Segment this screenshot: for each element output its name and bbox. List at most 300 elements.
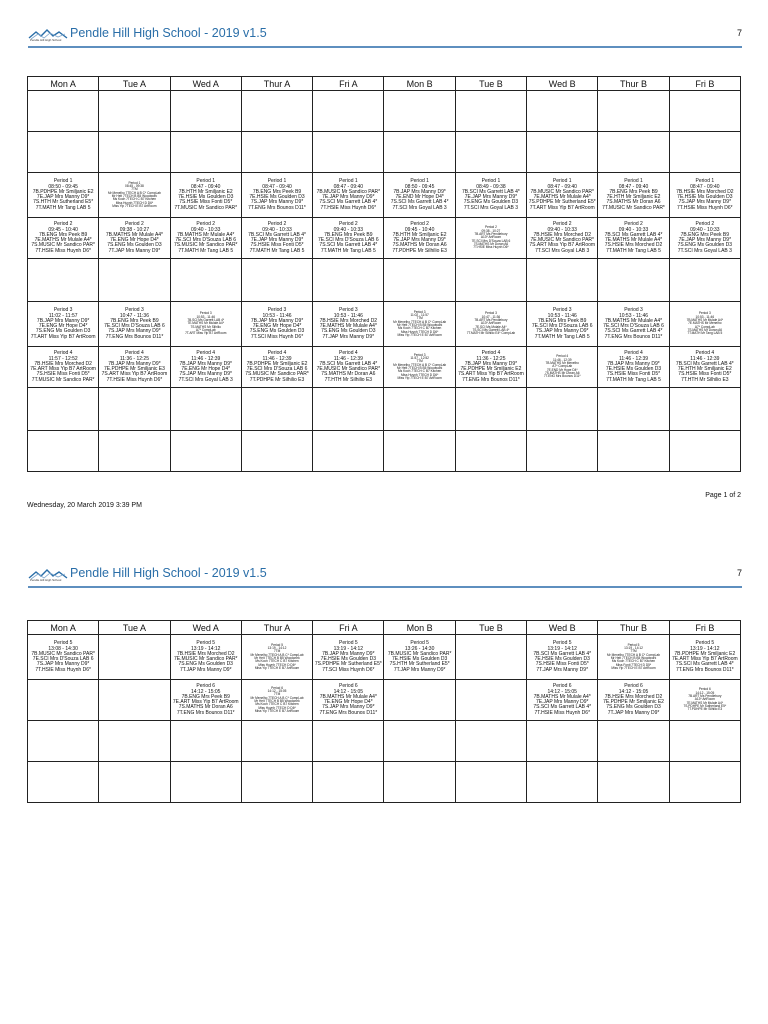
class-line: 7E.HSIE Ms Goulden D3 — [677, 194, 733, 200]
period-title: Period 4 — [556, 354, 569, 359]
class-line: 7S.SCI Ms Garrett LAB 4* — [533, 704, 592, 711]
period-title: Period 1 — [481, 178, 501, 185]
class-line: 7S.PDHPE Mr Sutherland E5* — [528, 199, 596, 206]
empty-cell — [455, 721, 526, 762]
header-rule — [28, 46, 742, 48]
period-title: Period 2 — [267, 221, 287, 228]
empty-cell — [669, 721, 740, 762]
period-block — [598, 308, 668, 340]
period-cell — [170, 218, 241, 259]
period-title: Period 3 — [413, 352, 426, 357]
period-title: Period 6 — [339, 683, 358, 690]
class-line: Miss Yip 7TECH E B7 ArtRoom — [112, 204, 157, 209]
period-title: Period 1 — [339, 178, 358, 185]
header-number: 7 — [736, 568, 742, 578]
class-line: 7T.MATH Mr Tang LAB 5 — [249, 247, 305, 254]
period-row — [28, 173, 741, 218]
empty-cell — [669, 132, 740, 173]
class-line: Ms Koch 7TECH C B7 Kitchen — [398, 326, 442, 331]
period-title: Period 4 — [125, 350, 144, 357]
period-title: Period 3 — [484, 311, 497, 316]
period-time: 10:53 - 11:46 — [262, 312, 292, 319]
period-title: Period 2 — [624, 221, 643, 228]
class-line: 7S.JAP Mrs Manny D9* — [108, 328, 161, 335]
class-line: 7E.ENG Mr Hope D4* — [110, 237, 159, 243]
class-line: 7S.SCI Ms Garrett LAB 4* — [472, 328, 510, 333]
period-cell — [313, 173, 384, 218]
class-line: 7T.SCI Miss Huynh D6* — [250, 333, 304, 340]
period-cell — [669, 302, 740, 347]
class-line: 7S.MATHS Mr Doran A6 — [392, 242, 447, 249]
period-cell — [669, 680, 740, 721]
class-line: 7T.PDHPE Mr Silhilio E3 — [687, 707, 723, 712]
class-line: 7E.JAP Mrs Manny D9* — [536, 699, 589, 705]
period-block — [670, 179, 740, 211]
period-time: 10:53 - 11:46 — [695, 314, 715, 319]
period-time: 10:47 - 11:36 — [119, 312, 149, 319]
class-line: Miss Yip 7TECH E B7 ArtRoom — [397, 333, 442, 338]
period-block — [384, 222, 454, 254]
class-line: Ms Koch 7TECH C B7 Kitchen — [255, 659, 299, 664]
class-line: Ms Koch 7TECH C B7 Kitchen — [398, 369, 442, 374]
class-line: 7E.HTH Mr Smiljanic E2 — [677, 366, 732, 372]
period-cell — [99, 347, 170, 388]
class-line: 7E.JAP Mrs Manny D9* — [678, 237, 732, 243]
period-block — [99, 308, 169, 340]
class-line: 7S.HSIE Miss Fonti D5* — [36, 371, 90, 378]
class-line: Mr Heit 7TECH B B5 Woodwork — [610, 656, 657, 660]
class-line: 7S.MUSIC Mr Sandico PAR* — [31, 242, 95, 249]
period-cell — [170, 635, 241, 680]
class-line: 7B.HSIE Mrs Morched D2 — [604, 693, 663, 700]
period-cell — [241, 173, 312, 218]
period-time: 13:19 - 14:12 — [690, 645, 720, 652]
class-line: 7S.ENG Ms Goulden D3 — [35, 328, 91, 335]
page-count: Page 1 of 2 — [705, 492, 741, 499]
timetable-page-2 — [27, 620, 741, 803]
class-line: 7T.HTH Mr Silhilio E3 — [324, 376, 373, 383]
class-line: 7E.HSIE Ms Goulden D3 — [249, 194, 305, 200]
period-block — [456, 312, 526, 336]
period-time: 11:36 - 12:25 — [119, 355, 149, 362]
empty-cell — [669, 431, 740, 472]
period-cell — [313, 302, 384, 347]
class-line: 7T.MATH Mr Tang LAB 5 — [320, 247, 376, 254]
class-line: 7TM — [416, 316, 423, 321]
class-line: 7B.JAP Mrs Manny D9* — [393, 188, 446, 195]
period-cell — [313, 680, 384, 721]
class-line: 7S.MUSIC Mr Sandico PAR* — [173, 242, 238, 249]
class-line: 7S.MATHS Mr Doran A6 — [606, 199, 661, 206]
period-cell — [598, 635, 669, 680]
period-row — [28, 302, 741, 347]
empty-cell — [384, 762, 455, 803]
period-cell — [384, 218, 455, 259]
class-line: Mr Menelho 7TECH A B C* CompLab — [107, 190, 161, 195]
class-line: 7E.JAP Mrs Manny D9* — [250, 237, 304, 243]
period-row — [28, 218, 741, 259]
empty-cell — [170, 762, 241, 803]
period-cell — [384, 347, 455, 388]
class-line: 7B.ENG Mrs Peek B9 — [680, 231, 730, 238]
document-title: Pendle Hill High School - 2019 v1.5 — [70, 26, 267, 40]
class-line: 7S.JAP Mrs Manny D9* — [322, 704, 375, 711]
class-line: 7S.PDHPE Mr Sutherland E5* — [683, 704, 727, 709]
period-time: 10:53 - 11:46 — [333, 312, 363, 319]
period-title: Period 4 — [481, 350, 501, 357]
class-line: 7S.SCI Ms Garrett LAB 4* — [319, 242, 378, 249]
empty-cell — [241, 762, 312, 803]
period-cell — [99, 302, 170, 347]
period-title: Period 4 — [196, 350, 216, 357]
period-title: Period 2 — [695, 221, 715, 228]
period-cell — [669, 218, 740, 259]
class-line: 7T.HSIE Miss Huynh D6* — [106, 376, 163, 383]
class-line: 7T.HSIE Miss Huynh D6* — [473, 245, 509, 250]
period-title: Period 5 — [552, 640, 572, 647]
day-header: Wed B — [527, 621, 598, 635]
class-line: 7T.ART Miss Yip B7 ArtRoom — [30, 333, 96, 340]
class-line: 7T.MATH Mr Tang LAB 5 — [606, 376, 661, 383]
class-line: 7B.MATHS Mr Mulale A4* — [319, 693, 377, 700]
empty-cell — [455, 91, 526, 132]
class-line: 7S.HSIE Miss Fonti D5* — [535, 661, 589, 668]
period-cell — [598, 302, 669, 347]
class-line: 7B.JAP Mrs Manny D9* — [36, 317, 90, 324]
class-line: 7E.SCI Mrs D'Souza LAB 6 — [175, 237, 237, 243]
empty-cell — [384, 259, 455, 302]
day-header: Thur A — [241, 77, 312, 91]
empty-cell — [527, 388, 598, 431]
empty-row — [28, 388, 741, 431]
period-cell — [241, 680, 312, 721]
class-line: 7E.MATHS Mr Mulale A4* — [34, 237, 92, 243]
empty-cell — [598, 388, 669, 431]
page-header-2 — [28, 566, 742, 588]
class-line: Mr Heit 7TECH B B5 Woodwork — [111, 194, 158, 198]
class-line: 7B.ENG Mrs Peek B9 — [252, 188, 302, 195]
class-line: A7* CompLab — [195, 328, 216, 333]
period-block — [670, 641, 740, 673]
class-line: 7E.HSIE Ms Goulden D3 — [534, 656, 590, 662]
class-line: 7E.PDHPE Mr Smiljanic E2 — [603, 699, 664, 705]
empty-cell — [527, 91, 598, 132]
period-cell — [28, 302, 99, 347]
class-line: 7TM — [273, 649, 281, 654]
class-line: Miss Yip 7TECH E B7 ArtRoom — [254, 666, 300, 671]
period-block — [242, 222, 312, 254]
period-title: Period 1 — [552, 178, 572, 185]
empty-cell — [384, 680, 455, 721]
class-line: 7B.SCI Ms Garrett LAB 4* — [187, 317, 225, 322]
class-line: 7B.MATHS Mr Mulale A4* — [686, 317, 724, 322]
class-line: Mr Heit 7TECH B B5 Woodwork — [396, 323, 443, 327]
class-line: 7B.JAP Mrs Manny D9* — [607, 360, 660, 367]
class-line: 7T.HSIE Miss Huynh D6* — [320, 204, 377, 211]
class-line: 7E.MUSIC Mr Sandico PAR* — [530, 237, 594, 243]
period-title: Period 1 — [53, 178, 73, 185]
class-line: 7S.MATHS Mr Doran A6 — [321, 371, 376, 378]
class-line: Mr Menelho 7TECH A B C* CompLab — [393, 362, 447, 367]
period-title: Period 3 — [413, 309, 426, 314]
period-time: 11:46 - 12:39 — [262, 355, 292, 362]
class-line: 7S.SCI Ms Garrett LAB 4* — [675, 661, 734, 668]
period-time: 09:45 - 10:40 — [404, 226, 435, 233]
period-time: 11:46 - 12:39 — [333, 355, 363, 362]
period-block — [670, 351, 740, 383]
print-date: Wednesday, 20 March 2019 3:39 PM — [27, 502, 142, 509]
period-time: 10:53 - 11:46 — [618, 312, 649, 319]
class-line: 7E.END Mr Hope D4* — [546, 367, 578, 372]
period-time: 11:46 - 12:39 — [552, 357, 572, 362]
period-title: Period 5 — [410, 640, 429, 647]
class-line: A7* CompLab — [694, 324, 715, 329]
class-line: 7B.ENG Mrs Peek B9 — [538, 317, 587, 324]
period-title: Period 1 — [410, 178, 429, 185]
class-line: 7B.HTH Mr Smiljanic E2 — [392, 231, 447, 238]
period-cell — [455, 347, 526, 388]
period-time: 09:40 - 10:33 — [547, 226, 577, 233]
empty-cell — [598, 721, 669, 762]
class-line: 7S.MUSIC Mr Sandico PAR* — [245, 371, 309, 378]
period-block — [670, 312, 740, 336]
empty-cell — [669, 762, 740, 803]
period-block — [171, 351, 241, 383]
class-line: 7S.JAP Mrs Manny D9* — [678, 199, 732, 206]
class-line: Mr Heit 7TECH B B5 Woodwork — [254, 699, 300, 703]
empty-cell — [28, 721, 99, 762]
empty-cell — [455, 431, 526, 472]
period-block — [28, 351, 98, 383]
class-line: 7B.ENG Mrs Peek B9 — [38, 231, 88, 238]
empty-cell — [384, 132, 455, 173]
school-logo-icon — [28, 28, 68, 46]
period-cell — [170, 347, 241, 388]
empty-cell — [598, 91, 669, 132]
period-time: 11:02 - 11:57 — [48, 312, 78, 319]
class-line: 7T.ENG Mrs Bounos D11* — [248, 204, 306, 211]
class-line: Mr Menelho 7TECH A B C* CompLab — [250, 652, 304, 657]
empty-cell — [99, 132, 170, 173]
period-block — [598, 644, 668, 671]
empty-cell — [241, 431, 312, 472]
class-line: 7B.SCI Ms Garrett LAB 4* — [533, 650, 592, 657]
empty-cell — [669, 91, 740, 132]
period-title: Period 3 — [339, 307, 358, 314]
class-line: 7T.MUSIC Mr Sandico PAR* — [602, 204, 665, 211]
class-line: 7S.ENG Ms Goulden D3 — [178, 661, 233, 668]
class-line: 7S.HSIE Mrs Morched D2 — [604, 242, 663, 249]
period-block — [313, 179, 383, 211]
class-line: 7T.ENG Mrs Bounos D11* — [105, 333, 164, 340]
empty-cell — [99, 431, 170, 472]
period-time: 08:47 - 09:40 — [690, 183, 720, 190]
empty-cell — [384, 91, 455, 132]
period-block — [670, 222, 740, 254]
class-line: 7E.JAP Mrs Manny D9* — [36, 194, 90, 200]
class-line: 7T.PDHPE Mr Silhilio E3 — [392, 247, 447, 254]
day-header: Mon A — [28, 621, 99, 635]
class-line: 7E.HSIE Ms Goulden D3 — [605, 366, 662, 372]
empty-cell — [313, 431, 384, 472]
empty-cell — [28, 431, 99, 472]
class-line: 7B.HSIE Mrs Morched D2 — [676, 188, 734, 195]
period-cell — [527, 218, 598, 259]
class-line: 7E.ART Miss Yip B7 ArtRoom — [30, 366, 96, 372]
period-row — [28, 680, 741, 721]
period-block — [598, 179, 668, 211]
period-time: 13:19 - 14:12 — [191, 645, 221, 652]
class-line: 7E.SCI Mrs D'Souza LAB 6 — [471, 238, 511, 243]
period-time: 08:45 - 09:38 — [125, 183, 144, 188]
empty-cell — [669, 388, 740, 431]
class-line: 7E.ENG Mr Hope D4* — [181, 366, 231, 372]
period-cell — [669, 173, 740, 218]
class-line: 7T.PDHPE Mr Silhilio E3 — [249, 376, 305, 383]
class-line: 7T.ENG Mrs Bounos D11* — [462, 376, 520, 383]
class-line: 7T.ENG Mrs Bounos D11* — [176, 709, 235, 716]
class-line: 7E.PDHPE Mr Smiljanic E3 — [104, 366, 165, 372]
empty-cell — [527, 721, 598, 762]
period-block — [456, 179, 526, 211]
empty-cell — [384, 721, 455, 762]
empty-cell — [455, 635, 526, 680]
class-line: 7S.HTH Mr Sutherland E5* — [389, 661, 450, 668]
period-title: Period 2 — [484, 225, 497, 230]
empty-cell — [241, 132, 312, 173]
period-block — [670, 688, 740, 712]
empty-cell — [170, 259, 241, 302]
empty-cell — [170, 132, 241, 173]
class-line: 7S.ENG Ms Goulden D3 — [463, 199, 519, 206]
class-line: 7T.JAP Mrs Manny D9* — [607, 709, 660, 716]
period-time: 09:40 - 10:33 — [618, 226, 649, 233]
day-header: Wed B — [527, 77, 598, 91]
empty-cell — [598, 762, 669, 803]
period-block — [242, 179, 312, 211]
class-line: 7B.MATHS Mr Menelho — [545, 360, 579, 365]
period-row — [28, 347, 741, 388]
period-cell — [384, 173, 455, 218]
class-line: 7E.HTH Mr Smiljanic E2 — [606, 194, 661, 200]
class-line: 7TM — [273, 692, 281, 697]
period-title: Period 6 — [624, 683, 643, 690]
class-line: Ms Koch 7TECH C B7 Kitchen — [611, 659, 656, 664]
period-time: 08:47 - 09:40 — [547, 183, 577, 190]
class-line: 7S.MATHS Mr Doran A6 — [178, 704, 233, 711]
period-cell — [241, 218, 312, 259]
school-logo-icon — [28, 568, 68, 586]
period-cell — [170, 173, 241, 218]
class-line: 7T.JAP Mrs Manny D9* — [393, 666, 446, 673]
class-line: 7T.HTH Mr Silhilio E3 — [681, 376, 729, 383]
class-line: 7B.MATHS Mr Mulale A4* — [604, 317, 663, 324]
empty-cell — [241, 259, 312, 302]
class-line: 7B.MUSIC Mr Sandico PAR* — [316, 188, 381, 195]
class-line: Ms Koch 7TECH C B7 Kitchen — [112, 197, 157, 202]
period-block — [384, 311, 454, 338]
class-line: 7B.MUSIC Mr Sandico PAR* — [31, 650, 95, 657]
period-time: 13:19 - 14:12 — [624, 645, 643, 650]
period-title: Period 2 — [53, 221, 73, 228]
class-line: 7S.ENG Ms Goulden D3 — [249, 328, 305, 335]
class-line: A13* ArtRoom — [480, 235, 502, 240]
class-line: 7T.SCI Mrs Goyal LAB 3 — [463, 204, 519, 211]
period-block — [527, 222, 597, 254]
class-line: 7S.SCI Ms Garrett LAB 4* — [604, 328, 663, 335]
class-line: 7B.JAP Mrs Manny D9* — [250, 317, 304, 324]
class-line: 7T.MATH Mr Tang LAB 5 — [178, 247, 234, 254]
empty-cell — [313, 91, 384, 132]
class-line: 7T.HSIE Miss Huynh D6* — [35, 247, 91, 254]
class-line: 7T.JAP Mrs Manny D9* — [322, 333, 375, 340]
period-time: 09:40 - 10:33 — [333, 226, 364, 233]
class-line: 7B.JAP Mrs Manny D9* — [179, 360, 232, 367]
timetable-page-1 — [27, 76, 741, 472]
period-time: 13:19 - 14:12 — [547, 645, 577, 652]
period-cell — [598, 680, 669, 721]
class-line: 7S.JAP Mrs Manny D9* — [536, 328, 589, 335]
day-header: Fri A — [313, 77, 384, 91]
empty-cell — [99, 762, 170, 803]
period-time: 08:47 - 09:40 — [618, 183, 649, 190]
period-time: 11:46 - 12:39 — [191, 355, 221, 362]
period-block — [28, 308, 98, 340]
class-line: 7T.ART Miss Yip B7 ArtRoom — [529, 204, 595, 211]
empty-cell — [241, 388, 312, 431]
period-time: 11:02 - 11:57 — [410, 312, 429, 317]
period-cell — [527, 347, 598, 388]
class-line: 7T.MUSIC Mr Sandico PAR* — [31, 376, 95, 383]
period-time: 08:49 - 09:38 — [476, 183, 506, 190]
period-cell — [170, 680, 241, 721]
class-line: Mr Menelho 7TECH A B C* CompLab — [250, 695, 304, 700]
class-line: 7E.END Mr Hope D4* — [395, 194, 444, 200]
period-block — [527, 684, 597, 716]
class-line: 7E.MATHS Mr Mulale A4* — [187, 321, 224, 326]
period-cell — [598, 347, 669, 388]
period-block — [242, 351, 312, 383]
period-cell — [527, 680, 598, 721]
class-line: 7E.PDHPE Mr Smiljanic E2 — [460, 366, 522, 372]
empty-cell — [28, 132, 99, 173]
period-time: 08:47 - 09:40 — [191, 183, 221, 190]
class-line: 7E.SCI Mrs D'Souza LAB 6 — [317, 237, 379, 243]
class-line: Miss Huynh 7TECH D D6* — [258, 705, 296, 710]
empty-row — [28, 431, 741, 472]
period-time: 09:38 - 10:27 — [481, 228, 501, 233]
class-line: 7E.SCI Mrs D'Souza LAB 6 — [603, 323, 664, 329]
class-line: 7T.SCI Miss Huynh D6* — [322, 666, 375, 673]
day-header: Tue A — [99, 621, 170, 635]
class-line: 7E.ENG Mr Hope D4* — [252, 323, 302, 329]
day-header: Mon A — [28, 77, 99, 91]
period-cell — [28, 218, 99, 259]
empty-cell — [28, 680, 99, 721]
class-line: 7T.JAP Mrs Manny D9* — [179, 666, 232, 673]
class-line: Mr Heit 7TECH B B5 Woodwork — [396, 366, 443, 370]
class-line: 7S.ENG Ms Goulden D3 — [321, 328, 376, 335]
period-time: 14:12 - 15:05 — [618, 688, 649, 695]
class-line: 7T.JAP Mrs Manny D9* — [536, 666, 589, 673]
period-title: Period 1 — [267, 178, 287, 185]
period-title: Period 5 — [339, 640, 358, 647]
class-line: 7E.MATHS Mr Menelho — [688, 321, 722, 326]
period-time: 09:40 - 10:33 — [690, 226, 720, 233]
period-block — [384, 641, 454, 673]
class-line: 7B.JAP Mrs Manny D9* — [322, 650, 375, 657]
class-line: Mr Menelho 7TECH A B C* CompLab — [393, 319, 447, 324]
